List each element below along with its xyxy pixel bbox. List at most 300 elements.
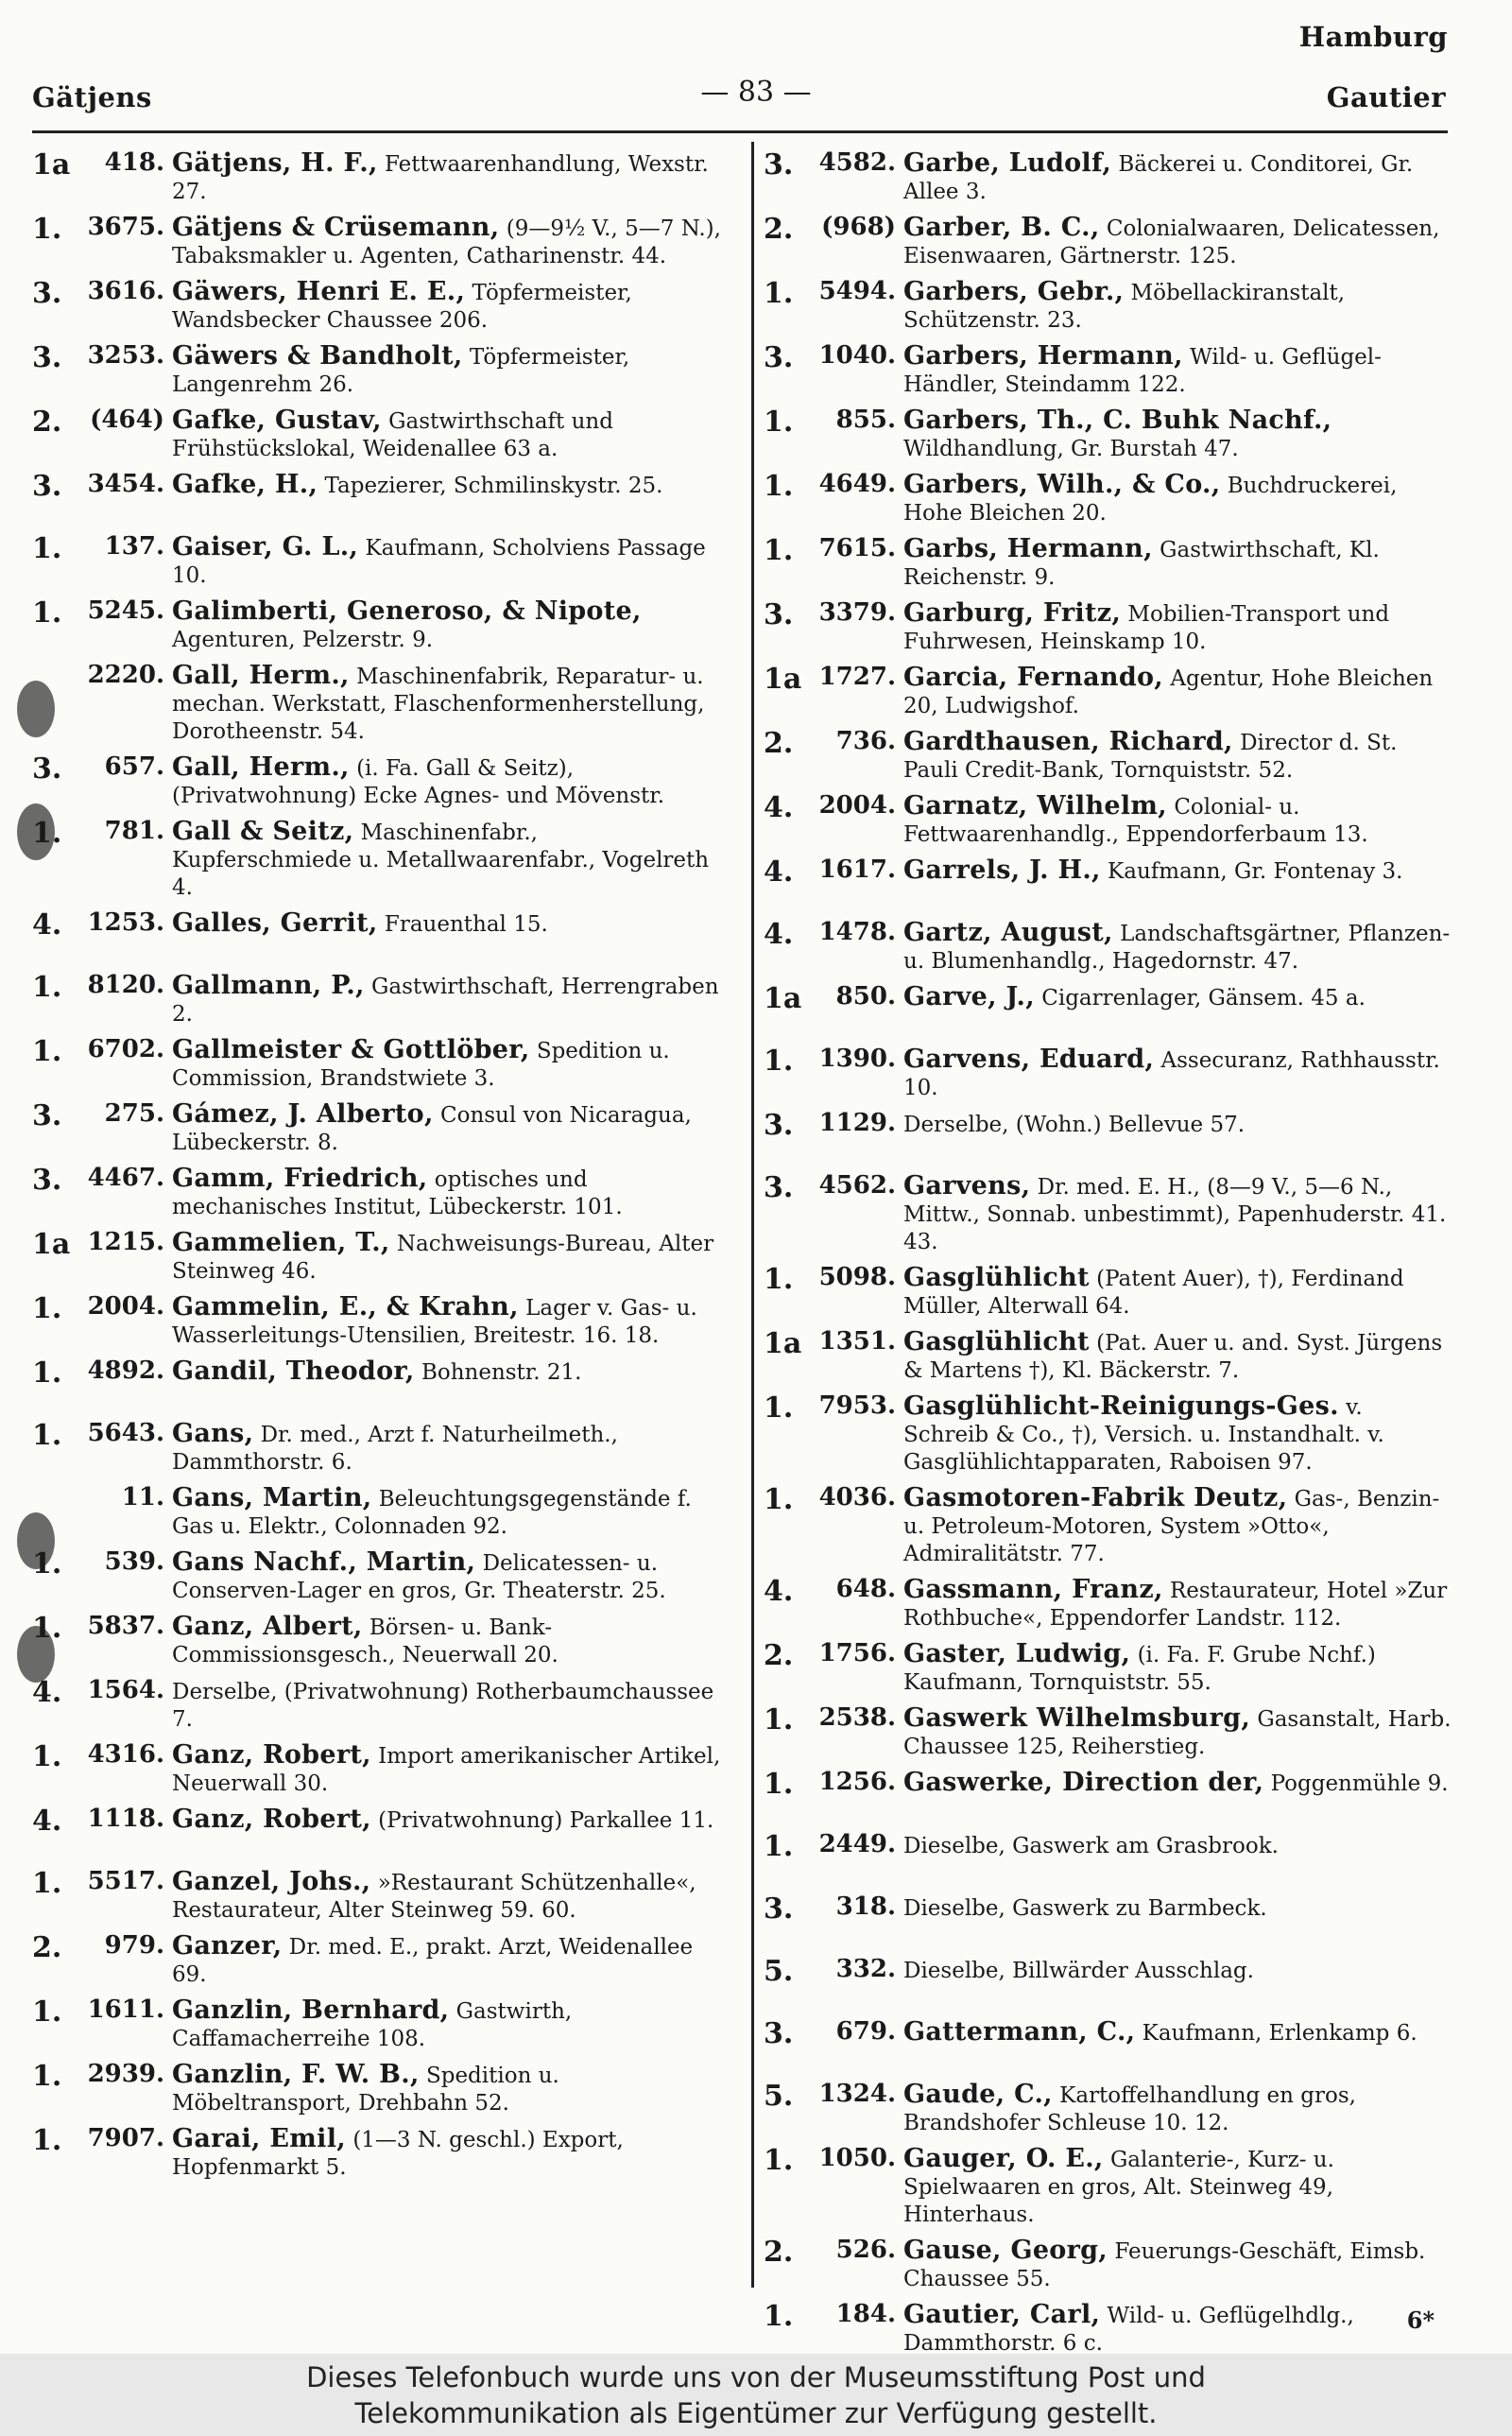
directory-entry bbox=[32, 278, 722, 335]
entry-details: optisches und mechanisches Institut, Lübeckerstr. 101. bbox=[172, 1167, 623, 1219]
subscriber-name: Gallmeister & Gottlöber, bbox=[172, 1035, 530, 1064]
entry-details: Kartoffelhandlung en gros, Brandshofer Schleuse 10. 12. bbox=[903, 2083, 1356, 2135]
tariff-class: 1. bbox=[32, 1740, 62, 1773]
subscriber-name: Gasglühlicht-Reinigungs-Ges. bbox=[903, 1391, 1339, 1421]
entry-details: Import amerikanischer Artikel, Neuerwall 30. bbox=[172, 1744, 721, 1796]
tariff-class: 5. bbox=[764, 1955, 794, 1988]
entry-details: Buchdruckerei, Hohe Bleichen 20. bbox=[903, 474, 1398, 526]
subscriber-name: Gauger, O. E., bbox=[903, 2144, 1104, 2173]
directory-entry bbox=[32, 818, 722, 902]
phone-number: 275. bbox=[104, 1099, 164, 1128]
subscriber-name: Ganzel, Johs., bbox=[172, 1867, 371, 1896]
entry-details: Restaurateur, Hotel »Zur Rothbuche«, Eppendorfer Landstr. 112. bbox=[903, 1579, 1448, 1631]
entry-details: Derselbe, (Wohn.) Bellevue 57. bbox=[903, 1113, 1246, 1137]
directory-entry bbox=[764, 1110, 1453, 1165]
tariff-class: 1. bbox=[764, 534, 794, 567]
tariff-class: 1. bbox=[32, 2124, 62, 2157]
tariff-class: 1. bbox=[32, 1035, 62, 1068]
footer-notice bbox=[0, 2354, 1512, 2436]
subscriber-name: Gans, bbox=[172, 1419, 254, 1448]
phone-number: 418. bbox=[104, 148, 164, 177]
entry-details: Dieselbe, Billwärder Ausschlag. bbox=[903, 1959, 1254, 1983]
entry-details: Wild- u. Geflügelhdlg., Dammthorstr. 6 c. bbox=[903, 2304, 1354, 2354]
phone-number: 2004. bbox=[87, 1292, 164, 1321]
directory-entry bbox=[764, 1328, 1453, 1385]
entry-details: (Pat. Auer u. and. Syst. Jürgens & Martens †), Kl. Bäckerstr. 7. bbox=[903, 1331, 1443, 1383]
tariff-class: 1. bbox=[764, 1263, 794, 1296]
subscriber-name: Garbers, Wilh., & Co., bbox=[903, 470, 1221, 499]
footer-line-2: Telekommunikation als Eigentümer zur Verfügung gestellt. bbox=[354, 2397, 1158, 2429]
entry-details: Spedition u. Commission, Brandstwiete 3. bbox=[172, 1039, 670, 1091]
phone-number: 4649. bbox=[818, 470, 896, 498]
tariff-class: 2. bbox=[32, 1931, 62, 1964]
tariff-class: 3. bbox=[764, 1892, 794, 1926]
tariff-class: 1. bbox=[32, 213, 62, 246]
tariff-class: 1. bbox=[32, 1995, 62, 2029]
entry-details: Agenturen, Pelzerstr. 9. bbox=[172, 628, 434, 652]
phone-number: 1564. bbox=[87, 1676, 164, 1704]
subscriber-name: Gall & Seitz, bbox=[172, 817, 354, 846]
tariff-class: 3. bbox=[764, 1109, 794, 1142]
entry-details: Dr. med. E., prakt. Arzt, Weidenallee 69. bbox=[172, 1935, 694, 1987]
phone-number: 4892. bbox=[87, 1356, 164, 1385]
tariff-class: 3. bbox=[764, 2017, 794, 2050]
directory-entry bbox=[764, 1831, 1453, 1886]
tariff-class: 2. bbox=[32, 406, 62, 439]
tariff-class: 3. bbox=[32, 1164, 62, 1197]
entry-details: Cigarrenlager, Gänsem. 45 a. bbox=[1041, 986, 1366, 1011]
directory-entry bbox=[32, 533, 722, 590]
page-number: — 83 — bbox=[700, 76, 812, 109]
tariff-class: 4. bbox=[764, 855, 794, 889]
entry-details: Poggenmühle 9. bbox=[1270, 1771, 1449, 1796]
tariff-class: 3. bbox=[764, 341, 794, 374]
header-rule bbox=[32, 130, 1448, 133]
subscriber-name: Gäwers, Henri E. E., bbox=[172, 277, 466, 306]
subscriber-name: Gall, Herm., bbox=[172, 661, 350, 690]
directory-entry bbox=[32, 342, 722, 399]
entry-details: Wildhandlung, Gr. Burstah 47. bbox=[903, 437, 1239, 461]
directory-entry bbox=[764, 1264, 1453, 1321]
phone-number: 526. bbox=[835, 2236, 896, 2264]
subscriber-name: Gaiser, G. L., bbox=[172, 532, 359, 561]
directory-entry bbox=[32, 972, 722, 1028]
last-entry-header: Gautier bbox=[1326, 81, 1446, 113]
phone-number: 3379. bbox=[818, 598, 896, 627]
directory-entry bbox=[32, 1036, 722, 1093]
subscriber-name: Gaude, C., bbox=[903, 2080, 1053, 2109]
subscriber-name: Gartz, August, bbox=[903, 918, 1113, 947]
entry-details: Derselbe, (Privatwohnung) Rotherbaumchaussee 7. bbox=[172, 1680, 714, 1732]
phone-number: 5494. bbox=[818, 277, 896, 305]
phone-number: 5098. bbox=[818, 1263, 896, 1291]
subscriber-name: Gamm, Friedrich, bbox=[172, 1164, 428, 1193]
entry-details: Dr. med., Arzt f. Naturheilmeth., Dammthorstr. 6. bbox=[172, 1423, 618, 1475]
entry-details: Colonialwaaren, Delicatessen, Eisenwaaren, Gärtnerstr. 125. bbox=[903, 216, 1440, 268]
tariff-class: 1. bbox=[32, 1292, 62, 1325]
subscriber-name: Garbe, Ludolf, bbox=[903, 148, 1112, 178]
phone-number: 1727. bbox=[818, 663, 896, 691]
directory-entry bbox=[32, 1677, 722, 1734]
directory-entry bbox=[764, 983, 1453, 1038]
phone-number: 1324. bbox=[818, 2080, 896, 2108]
directory-entry bbox=[32, 1484, 722, 1541]
tariff-class: 2. bbox=[764, 1639, 794, 1672]
entry-details: v. Schreib & Co., †), Versich. u. Instandhalt. v. Gasglühlichtapparaten, Raboisen 97. bbox=[903, 1395, 1384, 1475]
subscriber-name: Gafke, Gustav, bbox=[172, 406, 382, 435]
entry-details: Landschaftsgärtner, Pflanzen- u. Blumenhandlg., Hagedornstr. 47. bbox=[903, 922, 1451, 974]
phone-number: 5837. bbox=[87, 1612, 164, 1640]
subscriber-name: Garber, B. C., bbox=[903, 213, 1100, 242]
directory-entry bbox=[764, 919, 1453, 976]
entry-details: Kaufmann, Gr. Fontenay 3. bbox=[1108, 859, 1403, 884]
entry-details: Delicatessen- u. Conserven-Lager en gros, Gr. Theaterstr. 25. bbox=[172, 1551, 666, 1603]
phone-number: 736. bbox=[835, 727, 896, 755]
phone-number: 850. bbox=[835, 982, 896, 1011]
right-column bbox=[764, 149, 1453, 2354]
phone-number: 1390. bbox=[818, 1045, 896, 1073]
tariff-class: 4. bbox=[32, 1676, 62, 1709]
entry-details: Maschinenfabr., Kupferschmiede u. Metallwaarenfabr., Vogelreth 4. bbox=[172, 821, 710, 900]
subscriber-name: Gasglühlicht bbox=[903, 1263, 1090, 1292]
phone-number: 6702. bbox=[87, 1035, 164, 1063]
subscriber-name: Gafke, H., bbox=[172, 470, 318, 499]
phone-number: 137. bbox=[104, 532, 164, 561]
phone-number: 1215. bbox=[87, 1228, 164, 1256]
subscriber-name: Gätjens, H. F., bbox=[172, 148, 378, 178]
phone-number: 855. bbox=[835, 406, 896, 434]
tariff-class: 3. bbox=[764, 598, 794, 631]
tariff-class: 1. bbox=[764, 1768, 794, 1801]
phone-number: 1118. bbox=[87, 1805, 164, 1833]
subscriber-name: Gause, Georg, bbox=[903, 2236, 1108, 2265]
phone-number: 184. bbox=[835, 2300, 896, 2328]
phone-number: 1617. bbox=[818, 855, 896, 884]
subscriber-name: Ganzer, bbox=[172, 1931, 283, 1961]
footer-line-1: Dieses Telefonbuch wurde uns von der Museumsstiftung Post und bbox=[306, 2361, 1206, 2393]
directory-entry bbox=[764, 1576, 1453, 1633]
tariff-class: 1. bbox=[32, 1867, 62, 1900]
phone-number: 5517. bbox=[87, 1867, 164, 1895]
directory-entry bbox=[32, 214, 722, 270]
directory-entry bbox=[764, 471, 1453, 527]
tariff-class: 1. bbox=[32, 2060, 62, 2093]
phone-number: 7953. bbox=[818, 1391, 896, 1420]
subscriber-name: Galles, Gerrit, bbox=[172, 908, 378, 938]
directory-entry bbox=[32, 1805, 722, 1860]
phone-number: 781. bbox=[104, 817, 164, 845]
directory-entry bbox=[32, 1868, 722, 1925]
tariff-class: 1. bbox=[764, 2144, 794, 2177]
directory-entry bbox=[32, 1165, 722, 1221]
tariff-class: 1. bbox=[32, 817, 62, 850]
subscriber-name: Gammelien, T., bbox=[172, 1228, 390, 1257]
directory-entry bbox=[32, 1548, 722, 1605]
entry-details: Colonial- u. Fettwaarenhandlg., Eppendorferbaum 13. bbox=[903, 795, 1368, 847]
directory-entry bbox=[32, 1932, 722, 1989]
entry-details: Gastwirthschaft, Herrengraben 2. bbox=[172, 975, 719, 1027]
phone-number: 679. bbox=[835, 2017, 896, 2046]
directory-entry bbox=[764, 1392, 1453, 1477]
tariff-class: 1. bbox=[764, 1391, 794, 1425]
directory-entry bbox=[32, 1357, 722, 1412]
tariff-class: 2. bbox=[764, 213, 794, 246]
tariff-class: 4. bbox=[764, 1575, 794, 1608]
subscriber-name: Gäwers & Bandholt, bbox=[172, 341, 463, 371]
directory-entry bbox=[32, 597, 722, 654]
phone-number: 5643. bbox=[87, 1419, 164, 1447]
subscriber-name: Ganz, Robert, bbox=[172, 1740, 371, 1770]
directory-entry bbox=[32, 1741, 722, 1798]
directory-entry bbox=[764, 214, 1453, 270]
directory-entry bbox=[764, 664, 1453, 720]
directory-entry bbox=[764, 2145, 1453, 2229]
tariff-class: 1. bbox=[764, 1045, 794, 1078]
entry-details: Wild- u. Geflügel-Händler, Steindamm 122. bbox=[903, 345, 1382, 397]
phone-number: 4467. bbox=[87, 1164, 164, 1192]
phone-number: 4036. bbox=[818, 1483, 896, 1512]
phone-number: 1611. bbox=[87, 1995, 164, 2024]
tariff-class: 3. bbox=[32, 470, 62, 503]
entry-details: Frauenthal 15. bbox=[384, 912, 548, 937]
directory-entry bbox=[764, 856, 1453, 911]
directory-entry bbox=[764, 728, 1453, 785]
entry-details: (Patent Auer), †), Ferdinand Müller, Alterwall 64. bbox=[903, 1267, 1404, 1319]
entry-details: Gas-, Benzin- u. Petroleum-Motoren, System »Otto«, Admiralitätstr. 77. bbox=[903, 1487, 1440, 1566]
entry-details: Feuerungs-Geschäft, Eimsb. Chaussee 55. bbox=[903, 2239, 1426, 2291]
directory-entry bbox=[764, 406, 1453, 463]
subscriber-name: Garburg, Fritz, bbox=[903, 598, 1122, 628]
phone-number: 539. bbox=[104, 1547, 164, 1576]
entry-details: Kaufmann, Scholviens Passage 10. bbox=[172, 536, 706, 588]
tariff-class: 3. bbox=[32, 341, 62, 374]
tariff-class: 1a bbox=[764, 982, 802, 1015]
tariff-class: 1. bbox=[32, 1419, 62, 1452]
tariff-class: 1a bbox=[32, 1228, 71, 1261]
directory-entry bbox=[764, 1484, 1453, 1568]
phone-number: 4316. bbox=[87, 1740, 164, 1769]
tariff-class: 3. bbox=[32, 277, 62, 310]
tariff-class: 1a bbox=[32, 148, 71, 181]
entry-details: Dr. med. E. H., (8—9 V., 5—6 N., Mittw., Sonnab. unbestimmt), Papenhuderstr. 41. 43. bbox=[903, 1175, 1447, 1254]
phone-number: 11. bbox=[121, 1483, 164, 1512]
directory-entry bbox=[32, 1100, 722, 1157]
entry-details: Agentur, Hohe Bleichen 20, Ludwigshof. bbox=[903, 666, 1434, 718]
subscriber-name: Garbs, Hermann, bbox=[903, 534, 1153, 563]
phone-number: 1756. bbox=[818, 1639, 896, 1667]
subscriber-name: Gaster, Ludwig, bbox=[903, 1639, 1131, 1668]
subscriber-name: Garnatz, Wilhelm, bbox=[903, 791, 1168, 821]
phone-number: 2220. bbox=[87, 661, 164, 689]
subscriber-name: Gätjens & Crüsemann, bbox=[172, 213, 500, 242]
directory-entry bbox=[32, 471, 722, 526]
entry-details: Mobilien-Transport und Fuhrwesen, Heinskamp 10. bbox=[903, 602, 1390, 654]
phone-number: 657. bbox=[104, 752, 164, 781]
column-divider bbox=[751, 142, 754, 2288]
tariff-class: 1. bbox=[764, 1483, 794, 1516]
phone-number: 979. bbox=[104, 1931, 164, 1960]
directory-entry bbox=[32, 1229, 722, 1286]
entry-details: Töpfermeister, Langenrehm 26. bbox=[172, 345, 630, 397]
tariff-class: 1. bbox=[32, 971, 62, 1004]
phone-number: 1351. bbox=[818, 1327, 896, 1356]
tariff-class: 3. bbox=[764, 1171, 794, 1204]
tariff-class: 2. bbox=[764, 727, 794, 760]
entry-details: Dieselbe, Gaswerk am Grasbrook. bbox=[903, 1834, 1279, 1858]
tariff-class: 1. bbox=[764, 2300, 794, 2333]
subscriber-name: Garvens, Eduard, bbox=[903, 1045, 1155, 1074]
phone-number: 318. bbox=[835, 1892, 896, 1921]
phone-number: 4562. bbox=[818, 1171, 896, 1200]
subscriber-name: Gammelin, E., & Krahn, bbox=[172, 1292, 519, 1322]
signature-mark: 6* bbox=[1406, 2306, 1435, 2334]
subscriber-name: Gasmotoren-Fabrik Deutz, bbox=[903, 1483, 1288, 1512]
entry-details: Assecuranz, Rathhausstr. 10. bbox=[903, 1048, 1440, 1100]
tariff-class: 1. bbox=[764, 277, 794, 310]
directory-entry bbox=[764, 1769, 1453, 1823]
tariff-class: 1. bbox=[32, 1547, 62, 1581]
directory-entry bbox=[32, 2061, 722, 2117]
directory-entry bbox=[32, 2125, 722, 2182]
phone-number: 2004. bbox=[818, 791, 896, 820]
tariff-class: 1. bbox=[32, 1356, 62, 1390]
phone-number: 4582. bbox=[818, 148, 896, 177]
phone-number: 648. bbox=[835, 1575, 896, 1603]
entry-details: (Privatwohnung) Parkallee 11. bbox=[378, 1808, 714, 1833]
tariff-class: 4. bbox=[764, 791, 794, 824]
entry-details: (9—9½ V., 5—7 N.), Tabaksmakler u. Agenten, Catharinenstr. 44. bbox=[172, 216, 721, 268]
directory-entry bbox=[764, 792, 1453, 849]
entry-details: (1—3 N. geschl.) Export, Hopfenmarkt 5. bbox=[172, 2128, 624, 2180]
directory-entry bbox=[764, 149, 1453, 206]
tariff-class: 1a bbox=[764, 1327, 802, 1360]
entry-details: Director d. St. Pauli Credit-Bank, Tornquiststr. 52. bbox=[903, 731, 1398, 783]
tariff-class: 1a bbox=[764, 663, 802, 696]
tariff-class: 1. bbox=[764, 1703, 794, 1736]
directory-entry bbox=[764, 2081, 1453, 2137]
phone-number: 1256. bbox=[818, 1768, 896, 1796]
entry-details: Gastwirthschaft, Kl. Reichenstr. 9. bbox=[903, 538, 1380, 590]
entry-details: Gastwirthschaft und Frühstückslokal, Weidenallee 63 a. bbox=[172, 409, 613, 461]
tariff-class: 1. bbox=[764, 1830, 794, 1863]
subscriber-name: Gaswerk Wilhelmsburg, bbox=[903, 1703, 1251, 1733]
tariff-class: 1. bbox=[32, 596, 62, 630]
phone-number: 7907. bbox=[87, 2124, 164, 2152]
directory-entry bbox=[32, 1996, 722, 2053]
entry-details: Spedition u. Möbeltransport, Drehbahn 52. bbox=[172, 2064, 559, 2116]
entry-details: Gasanstalt, Harb. Chaussee 125, Reiherstieg. bbox=[903, 1707, 1452, 1759]
directory-entry bbox=[764, 2237, 1453, 2293]
subscriber-name: Ganz, Albert, bbox=[172, 1612, 363, 1641]
directory-entry bbox=[764, 1704, 1453, 1761]
phone-number: 2449. bbox=[818, 1830, 896, 1858]
directory-entry bbox=[764, 1640, 1453, 1697]
entry-details: Bohnenstr. 21. bbox=[421, 1360, 582, 1385]
subscriber-name: Garbers, Gebr., bbox=[903, 277, 1125, 306]
directory-entry bbox=[764, 1956, 1453, 2011]
region-header: Hamburg bbox=[1298, 21, 1448, 53]
entry-details: Fettwaarenhandlung, Wexstr. 27. bbox=[172, 152, 709, 204]
entry-details: (i. Fa. Gall & Seitz), (Privatwohnung) Ecke Agnes- und Mövenstr. bbox=[172, 756, 665, 808]
tariff-class: 1. bbox=[32, 532, 62, 565]
entry-details: Bäckerei u. Conditorei, Gr. Allee 3. bbox=[903, 152, 1414, 204]
tariff-class: 1. bbox=[764, 470, 794, 503]
entry-details: Beleuchtungsgegenstände f. Gas u. Elektr., Colonnaden 92. bbox=[172, 1487, 692, 1539]
directory-entry bbox=[32, 753, 722, 810]
subscriber-name: Gandil, Theodor, bbox=[172, 1356, 415, 1386]
directory-entry bbox=[764, 1045, 1453, 1102]
subscriber-name: Gans, Martin, bbox=[172, 1483, 372, 1512]
directory-entry bbox=[32, 909, 722, 964]
directory-entry bbox=[764, 2018, 1453, 2073]
subscriber-name: Gasglühlicht bbox=[903, 1327, 1090, 1356]
directory-entry bbox=[32, 1613, 722, 1669]
phone-number: 7615. bbox=[818, 534, 896, 562]
directory-entry bbox=[32, 406, 722, 463]
entry-details: Tapezierer, Schmilinskystr. 25. bbox=[324, 474, 663, 498]
entry-details: Dieselbe, Gaswerk zu Barmbeck. bbox=[903, 1896, 1267, 1921]
subscriber-name: Gámez, J. Alberto, bbox=[172, 1099, 434, 1129]
phone-number: 2538. bbox=[818, 1703, 896, 1732]
directory-entry bbox=[764, 342, 1453, 399]
directory-entry bbox=[764, 1893, 1453, 1948]
phone-number: 5245. bbox=[87, 596, 164, 625]
subscriber-name: Ganzlin, F. W. B., bbox=[172, 2060, 420, 2089]
tariff-class: 3. bbox=[32, 752, 62, 786]
subscriber-name: Garai, Emil, bbox=[172, 2124, 346, 2153]
subscriber-name: Garbers, Th., C. Buhk Nachf., bbox=[903, 406, 1332, 435]
tariff-class: 3. bbox=[764, 148, 794, 181]
phone-number: 1050. bbox=[818, 2144, 896, 2172]
tariff-class: 4. bbox=[764, 918, 794, 951]
subscriber-name: Garve, J., bbox=[903, 982, 1035, 1011]
entry-details: Möbellackiranstalt, Schützenstr. 23. bbox=[903, 281, 1346, 333]
entry-details: Kaufmann, Erlenkamp 6. bbox=[1142, 2021, 1418, 2046]
directory-entry bbox=[764, 535, 1453, 592]
subscriber-name: Gans Nachf., Martin, bbox=[172, 1547, 476, 1577]
directory-entry bbox=[764, 599, 1453, 656]
subscriber-name: Galimberti, Generoso, & Nipote, bbox=[172, 596, 642, 626]
phone-number: 1478. bbox=[818, 918, 896, 946]
entry-details: (i. Fa. F. Grube Nchf.) Kaufmann, Tornquiststr. 55. bbox=[903, 1643, 1376, 1695]
subscriber-name: Gautier, Carl, bbox=[903, 2300, 1101, 2329]
subscriber-name: Garvens, bbox=[903, 1171, 1031, 1201]
subscriber-name: Gall, Herm., bbox=[172, 752, 350, 782]
left-column bbox=[32, 149, 722, 2189]
phone-number: (464) bbox=[90, 406, 164, 434]
tariff-class: 4. bbox=[32, 1805, 62, 1838]
directory-entry bbox=[764, 2301, 1453, 2354]
subscriber-name: Gassmann, Franz, bbox=[903, 1575, 1163, 1604]
subscriber-name: Garcia, Fernando, bbox=[903, 663, 1164, 692]
first-entry-header: Gätjens bbox=[32, 81, 152, 113]
directory-entry bbox=[32, 662, 722, 746]
phone-number: 3675. bbox=[87, 213, 164, 241]
subscriber-name: Gattermann, C., bbox=[903, 2017, 1136, 2047]
directory-entry bbox=[764, 278, 1453, 335]
entry-details: Lager v. Gas- u. Wasserleitungs-Utensilien, Breitestr. 16. 18. bbox=[172, 1296, 697, 1348]
tariff-class: 3. bbox=[32, 1099, 62, 1132]
entry-details: Töpfermeister, Wandsbecker Chaussee 206. bbox=[172, 281, 632, 333]
phone-number: 1253. bbox=[87, 908, 164, 937]
phone-number: 3616. bbox=[87, 277, 164, 305]
phone-number: 1040. bbox=[818, 341, 896, 370]
subscriber-name: Ganz, Robert, bbox=[172, 1805, 371, 1834]
entry-details: Börsen- u. Bank-Commissionsgesch., Neuerwall 20. bbox=[172, 1615, 558, 1667]
subscriber-name: Garbers, Hermann, bbox=[903, 341, 1183, 371]
entry-details: Galanterie-, Kurz- u. Spielwaaren en gros, Alt. Steinweg 49, Hinterhaus. bbox=[903, 2148, 1334, 2227]
directory-entry bbox=[32, 1293, 722, 1350]
